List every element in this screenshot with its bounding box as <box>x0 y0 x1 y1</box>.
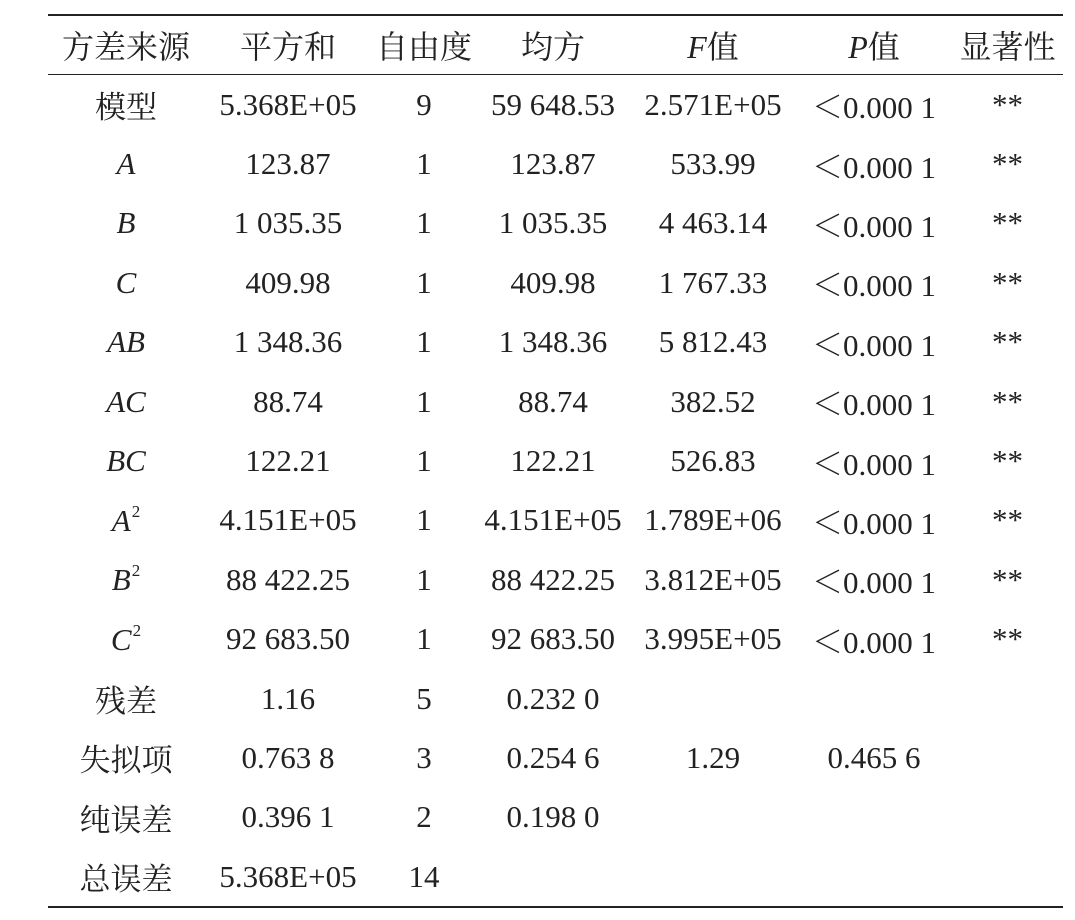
header-p-value <box>796 15 952 75</box>
header-label: 自由度 <box>375 29 472 65</box>
cell-mean-square: 123.87 <box>510 146 596 182</box>
cell-p-value: ＜0.000 1 <box>812 624 936 660</box>
cell-mean-square: 122.21 <box>510 443 596 479</box>
source-label: B <box>116 205 136 241</box>
cell-f-value: 1 767.33 <box>658 264 768 300</box>
cell-f-value: 3.812E+05 <box>644 561 782 597</box>
cell-source <box>48 847 204 907</box>
table-row <box>48 610 1063 669</box>
cell-sum-of-squares: 88.74 <box>253 383 323 419</box>
source-label: C <box>115 264 137 300</box>
cell-degrees-of-freedom: 1 <box>416 561 432 597</box>
cell-source <box>48 194 204 253</box>
table-body <box>48 75 1063 908</box>
cell-mean-square: 409.98 <box>510 264 596 300</box>
cell-degrees-of-freedom: 14 <box>372 847 476 907</box>
cell-f-value: 3.995E+05 <box>644 621 782 657</box>
cell-f-value: 533.99 <box>670 146 756 182</box>
cell-f-value: 4 463.14 <box>658 205 768 241</box>
cell-source <box>48 669 204 728</box>
table-row <box>48 550 1063 609</box>
cell-mean-square: 1 035.35 <box>498 205 608 241</box>
cell-source <box>48 372 204 431</box>
table-row <box>48 728 1063 787</box>
header-label: 值 <box>706 29 739 65</box>
cell-degrees-of-freedom: 1 <box>416 621 432 657</box>
cell-mean-square: 1 348.36 <box>498 324 608 360</box>
cell-sum-of-squares: 1 035.35 <box>233 205 343 241</box>
cell-source <box>48 75 204 135</box>
cell-sum-of-squares: 1.16 <box>260 680 316 716</box>
source-label: AC <box>106 383 146 419</box>
cell-significance: ** <box>992 264 1023 300</box>
anova-table-container <box>48 14 1063 908</box>
table-row <box>48 194 1063 253</box>
header-label: 平方和 <box>239 29 336 65</box>
header-significance <box>952 15 1063 75</box>
cell-degrees-of-freedom: 3 <box>416 739 432 775</box>
cell-mean-square: 0.198 0 <box>506 799 600 835</box>
cell-degrees-of-freedom: 1 <box>416 324 432 360</box>
cell-sum-of-squares: 409.98 <box>245 264 331 300</box>
header-label: 显著性 <box>959 29 1056 65</box>
cell-f-value <box>630 788 796 847</box>
cell-significance: ** <box>992 324 1023 360</box>
cell-p-value: ＜0.000 1 <box>812 90 936 126</box>
cell-mean-square: 4.151E+05 <box>484 502 622 538</box>
source-label: C <box>110 621 132 657</box>
cell-degrees-of-freedom: 1 <box>416 443 432 479</box>
cell-significance <box>952 847 1063 907</box>
cell-p-value: 0.465 6 <box>827 739 921 775</box>
cell-significance: ** <box>992 86 1023 122</box>
cell-significance: ** <box>992 561 1023 597</box>
cell-sum-of-squares: 5.368E+05 <box>204 847 372 907</box>
cell-sum-of-squares: 5.368E+05 <box>219 86 357 122</box>
cell-sum-of-squares: 122.21 <box>245 443 331 479</box>
cell-sum-of-squares: 123.87 <box>245 146 331 182</box>
table-row <box>48 134 1063 193</box>
source-label: 模型 <box>95 90 157 126</box>
cell-p-value: ＜0.000 1 <box>812 565 936 601</box>
cell-sum-of-squares: 88 422.25 <box>226 561 350 597</box>
cell-sum-of-squares: 0.396 1 <box>241 799 335 835</box>
cell-degrees-of-freedom: 1 <box>416 264 432 300</box>
cell-f-value: 2.571E+05 <box>644 86 782 122</box>
cell-f-value: 526.83 <box>670 443 756 479</box>
cell-degrees-of-freedom: 1 <box>416 383 432 419</box>
cell-f-value: 5 812.43 <box>658 324 768 360</box>
cell-f-value: 1.29 <box>685 739 741 775</box>
cell-significance: ** <box>992 146 1023 182</box>
cell-mean-square <box>476 847 630 907</box>
cell-p-value <box>796 788 952 847</box>
cell-p-value: ＜0.000 1 <box>812 505 936 541</box>
source-label: 总误差 <box>79 862 173 898</box>
cell-p-value: ＜0.000 1 <box>812 149 936 185</box>
table-row <box>48 372 1063 431</box>
cell-f-value: 1.789E+06 <box>644 502 782 538</box>
cell-source <box>48 313 204 372</box>
source-exponent: 2 <box>131 501 141 521</box>
source-label: A <box>111 502 131 538</box>
cell-degrees-of-freedom: 5 <box>416 680 432 716</box>
table-row <box>48 75 1063 135</box>
table-row <box>48 788 1063 847</box>
table-row <box>48 313 1063 372</box>
cell-mean-square: 88 422.25 <box>491 561 615 597</box>
cell-source <box>48 134 204 193</box>
cell-sum-of-squares: 4.151E+05 <box>219 502 357 538</box>
cell-degrees-of-freedom: 1 <box>416 205 432 241</box>
cell-f-value: 382.52 <box>670 383 756 419</box>
cell-source <box>48 491 204 550</box>
source-label: AB <box>107 324 145 360</box>
table-row <box>48 431 1063 490</box>
header-label: 均方 <box>520 29 585 65</box>
header-mean-square <box>476 15 630 75</box>
cell-p-value: ＜0.000 1 <box>812 268 936 304</box>
cell-significance: ** <box>992 502 1023 538</box>
cell-sum-of-squares: 92 683.50 <box>226 621 350 657</box>
cell-significance <box>952 669 1063 728</box>
table-header <box>48 15 1063 75</box>
header-label: 方差来源 <box>61 29 190 65</box>
cell-p-value: ＜0.000 1 <box>812 387 936 423</box>
cell-source <box>48 728 204 787</box>
cell-source <box>48 431 204 490</box>
header-f-value <box>630 15 796 75</box>
source-label: 失拟项 <box>79 743 173 779</box>
cell-p-value: ＜0.000 1 <box>812 208 936 244</box>
cell-significance <box>952 728 1063 787</box>
cell-mean-square: 59 648.53 <box>491 86 615 122</box>
table-row <box>48 253 1063 312</box>
source-label: A <box>116 146 136 182</box>
cell-source <box>48 550 204 609</box>
source-label: 残差 <box>95 684 157 720</box>
cell-degrees-of-freedom: 1 <box>416 502 432 538</box>
cell-p-value: ＜0.000 1 <box>812 446 936 482</box>
cell-sum-of-squares: 0.763 8 <box>241 739 335 775</box>
cell-sum-of-squares: 1 348.36 <box>233 324 343 360</box>
header-source <box>48 15 204 75</box>
source-exponent: 2 <box>132 620 142 640</box>
header-italic-symbol: P <box>848 29 868 65</box>
cell-p-value: ＜0.000 1 <box>812 327 936 363</box>
cell-degrees-of-freedom: 1 <box>416 146 432 182</box>
header-sum-of-squares <box>204 15 372 75</box>
header-italic-symbol: F <box>687 29 707 65</box>
cell-significance <box>952 788 1063 847</box>
cell-significance: ** <box>992 205 1023 241</box>
source-label: 纯误差 <box>79 802 173 838</box>
source-exponent: 2 <box>131 561 141 581</box>
header-label: 值 <box>867 29 900 65</box>
cell-significance: ** <box>992 383 1023 419</box>
table-row <box>48 669 1063 728</box>
table-row <box>48 491 1063 550</box>
cell-degrees-of-freedom: 9 <box>416 86 432 122</box>
cell-source <box>48 253 204 312</box>
cell-mean-square: 0.232 0 <box>506 680 600 716</box>
cell-mean-square: 0.254 6 <box>506 739 600 775</box>
header-degrees-of-freedom <box>372 15 476 75</box>
cell-degrees-of-freedom: 2 <box>416 799 432 835</box>
cell-p-value <box>796 847 952 907</box>
cell-mean-square: 92 683.50 <box>491 621 615 657</box>
anova-table <box>48 14 1063 908</box>
cell-source <box>48 610 204 669</box>
source-label: BC <box>106 443 146 479</box>
source-label: B <box>111 562 131 598</box>
cell-mean-square: 88.74 <box>518 383 588 419</box>
cell-significance: ** <box>992 443 1023 479</box>
cell-f-value <box>630 669 796 728</box>
header-row <box>48 15 1063 75</box>
cell-f-value <box>630 847 796 907</box>
cell-source <box>48 788 204 847</box>
cell-p-value <box>796 669 952 728</box>
cell-significance: ** <box>992 621 1023 657</box>
table-row <box>48 847 1063 907</box>
